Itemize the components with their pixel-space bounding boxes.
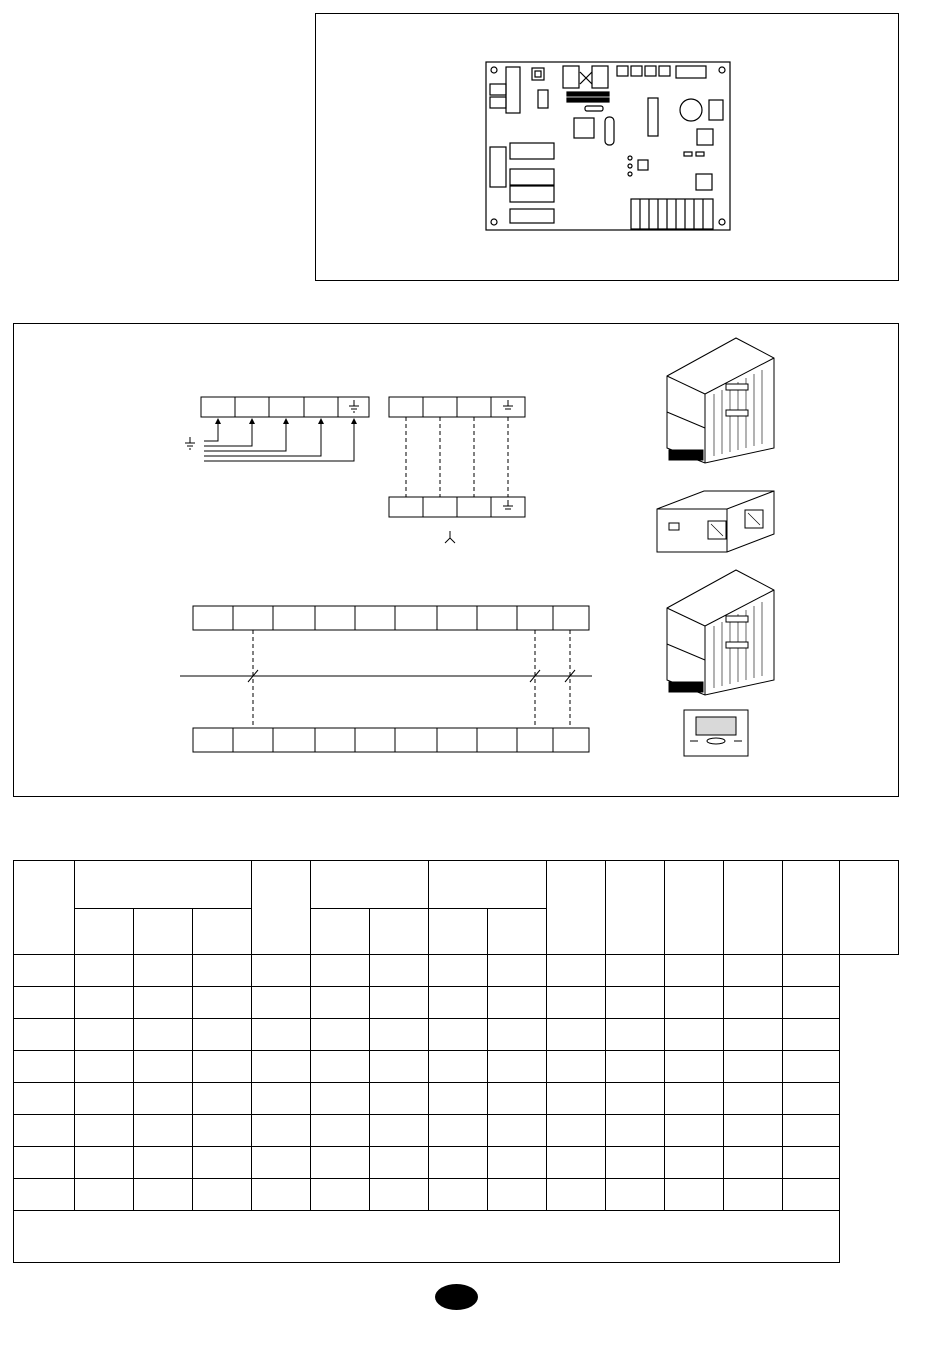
- table-cell: [370, 1051, 429, 1083]
- table-cell: [14, 1051, 75, 1083]
- table-cell: [252, 1083, 311, 1115]
- table-cell: [311, 1051, 370, 1083]
- table-header-cell: [429, 861, 547, 909]
- table-cell: [488, 1179, 547, 1211]
- table-header-cell: [75, 909, 134, 955]
- table-header-cell: [311, 909, 370, 955]
- table-header-cell: [193, 909, 252, 955]
- table-cell: [134, 1019, 193, 1051]
- table-cell: [134, 1051, 193, 1083]
- table-cell: [488, 1051, 547, 1083]
- table-header-cell: [665, 861, 724, 955]
- table-cell: [193, 1147, 252, 1179]
- table-note-row: [14, 1211, 899, 1263]
- table-header-cell: [606, 861, 665, 955]
- table-cell: [488, 987, 547, 1019]
- table-header-cell: [547, 861, 606, 955]
- pcb-board-icon: [316, 14, 900, 282]
- table-header-cell: [724, 861, 783, 955]
- ground-symbol-icon: [185, 437, 195, 449]
- table-cell: [783, 1115, 840, 1147]
- table-cell: [14, 1115, 75, 1147]
- table-cell: [193, 1051, 252, 1083]
- table-cell: [547, 1051, 606, 1083]
- table-cell: [370, 1083, 429, 1115]
- table-cell: [429, 1083, 488, 1115]
- table-cell: [134, 1147, 193, 1179]
- pcb-panel: [315, 13, 899, 281]
- table-row: [14, 1115, 899, 1147]
- table-cell: [311, 987, 370, 1019]
- table-cell: [193, 1179, 252, 1211]
- table-cell: [665, 1051, 724, 1083]
- table-header-cell: [840, 861, 899, 955]
- table-cell: [370, 955, 429, 987]
- power-supply-wires: [204, 420, 354, 461]
- table-cell: [193, 987, 252, 1019]
- table-cell: [311, 1115, 370, 1147]
- table-cell: [783, 1179, 840, 1211]
- table-cell: [665, 1179, 724, 1211]
- table-cell: [75, 1115, 134, 1147]
- table-cell: [252, 955, 311, 987]
- table-cell: [370, 1115, 429, 1147]
- table-cell: [311, 1147, 370, 1179]
- table-header-cell: [429, 909, 488, 955]
- table-cell: [488, 1019, 547, 1051]
- table-cell: [252, 987, 311, 1019]
- table-header-cell: [370, 909, 429, 955]
- ducted-indoor-unit-icon: [657, 491, 774, 552]
- table-cell: [429, 1147, 488, 1179]
- table-cell: [724, 1051, 783, 1083]
- table-cell: [75, 955, 134, 987]
- table-header-row: [14, 861, 899, 909]
- table-cell: [252, 1179, 311, 1211]
- outdoor-unit-icon: [667, 338, 774, 463]
- table-cell: [429, 1019, 488, 1051]
- table-cell: [75, 1179, 134, 1211]
- table-cell: [429, 987, 488, 1019]
- table-cell: [724, 1019, 783, 1051]
- table-cell: [547, 1179, 606, 1211]
- table-cell: [429, 955, 488, 987]
- table-cell: [665, 1147, 724, 1179]
- table-cell: [75, 1147, 134, 1179]
- table-header-cell: [783, 861, 840, 955]
- terminal-block-icon: [201, 397, 369, 417]
- table-cell: [665, 1115, 724, 1147]
- table-cell: [14, 1083, 75, 1115]
- table-cell: [134, 987, 193, 1019]
- table-header-cell: [75, 861, 252, 909]
- table-cell: [75, 1051, 134, 1083]
- table-cell: [14, 1147, 75, 1179]
- table-cell: [14, 955, 75, 987]
- table-cell: [547, 1147, 606, 1179]
- table-header-cell: [488, 909, 547, 955]
- table-cell: [547, 987, 606, 1019]
- table-cell: [134, 955, 193, 987]
- table-cell: [252, 1115, 311, 1147]
- table-row: [14, 955, 899, 987]
- table-cell: [547, 955, 606, 987]
- table-cell: [724, 955, 783, 987]
- table-cell: [193, 1115, 252, 1147]
- table-cell: [134, 1115, 193, 1147]
- table-cell: [606, 1115, 665, 1147]
- table-cell: [724, 1147, 783, 1179]
- table-cell: [429, 1179, 488, 1211]
- table-header-cell: [14, 861, 75, 955]
- table-cell: [252, 1051, 311, 1083]
- table-row: [14, 1051, 899, 1083]
- table-cell: [488, 1115, 547, 1147]
- table-cell: [370, 1179, 429, 1211]
- table-cell: [14, 1179, 75, 1211]
- table-cell: [193, 955, 252, 987]
- table-cell: [665, 1083, 724, 1115]
- table-cell: [606, 955, 665, 987]
- table-cell: [14, 987, 75, 1019]
- table-cell: [429, 1051, 488, 1083]
- table-cell: [488, 1083, 547, 1115]
- table-cell: [606, 1051, 665, 1083]
- table-cell: [370, 987, 429, 1019]
- table-cell: [606, 1147, 665, 1179]
- table-cell: [311, 955, 370, 987]
- table-cell: [783, 1019, 840, 1051]
- ground-symbol-icon: [349, 400, 359, 412]
- table-row: [14, 1019, 899, 1051]
- table-cell: [724, 1179, 783, 1211]
- table-cell: [311, 1083, 370, 1115]
- table-cell: [783, 955, 840, 987]
- table-cell: [665, 987, 724, 1019]
- table-cell: [783, 1083, 840, 1115]
- table-cell: [429, 1115, 488, 1147]
- table-cell: [75, 987, 134, 1019]
- table-header-cell: [252, 861, 311, 955]
- table-cell: [252, 1019, 311, 1051]
- table-cell: [724, 1115, 783, 1147]
- table-body: [14, 955, 899, 1211]
- table-row: [14, 1147, 899, 1179]
- table-note-cell: [14, 1211, 840, 1263]
- table-row: [14, 1083, 899, 1115]
- table-cell: [75, 1083, 134, 1115]
- table-cell: [606, 1179, 665, 1211]
- table-cell: [311, 1019, 370, 1051]
- table-cell: [252, 1147, 311, 1179]
- table-cell: [488, 955, 547, 987]
- table-cell: [724, 987, 783, 1019]
- table-cell: [547, 1115, 606, 1147]
- table-cell: [311, 1179, 370, 1211]
- table-header-cell: [134, 909, 193, 955]
- wiring-panel: [13, 323, 899, 797]
- table-cell: [606, 1019, 665, 1051]
- table-cell: [783, 1051, 840, 1083]
- table-cell: [488, 1147, 547, 1179]
- table-cell: [665, 955, 724, 987]
- table-cell: [134, 1179, 193, 1211]
- table-cell: [370, 1147, 429, 1179]
- table-row: [14, 1179, 899, 1211]
- wired-controller-icon: [684, 710, 748, 756]
- table-cell: [193, 1083, 252, 1115]
- page-number-badge-icon: [435, 1284, 478, 1310]
- table-cell: [193, 1019, 252, 1051]
- table-cell: [606, 1083, 665, 1115]
- table-cell: [370, 1019, 429, 1051]
- table-cell: [665, 1019, 724, 1051]
- table-cell: [606, 987, 665, 1019]
- table-cell: [547, 1019, 606, 1051]
- table-cell: [783, 1147, 840, 1179]
- wiring-diagram: [14, 324, 900, 798]
- table-row: [14, 987, 899, 1019]
- outdoor-unit-icon: [667, 570, 774, 695]
- table-cell: [75, 1019, 134, 1051]
- table-cell: [547, 1083, 606, 1115]
- table-cell: [724, 1083, 783, 1115]
- table-header-cell: [311, 861, 429, 909]
- spec-table: [13, 860, 899, 1263]
- signal-line-icon: [445, 531, 455, 543]
- table-cell: [783, 987, 840, 1019]
- table-cell: [14, 1019, 75, 1051]
- table-cell: [134, 1083, 193, 1115]
